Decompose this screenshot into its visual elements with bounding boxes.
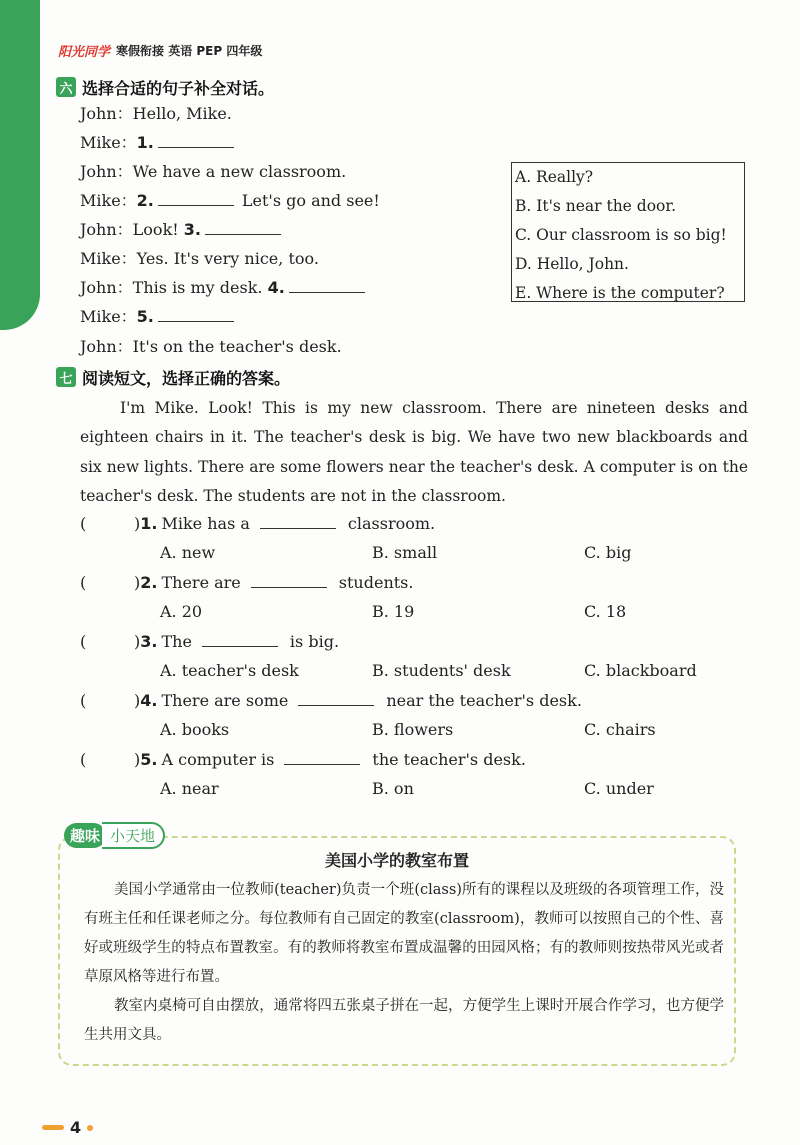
- answer-blank[interactable]: [251, 571, 327, 588]
- question-text: The: [161, 632, 192, 651]
- answer-blank[interactable]: [289, 276, 365, 293]
- speaker: John：: [80, 104, 133, 123]
- dialogue-line: [80, 159, 346, 185]
- section-6-title-text: 选择合适的句子补全对话。: [82, 78, 275, 98]
- blank-number: 1.: [136, 133, 154, 152]
- choice-c[interactable]: C. chairs: [584, 720, 656, 739]
- dialogue-line: [80, 188, 380, 214]
- dialogue-line: [80, 275, 365, 301]
- choice-row: [160, 658, 760, 684]
- speaker: Mike：: [80, 191, 137, 210]
- question-text: There are some: [161, 691, 289, 710]
- question-number: 1.: [140, 514, 158, 533]
- choice-c[interactable]: C. 18: [584, 602, 627, 621]
- choice-row: [160, 776, 760, 802]
- choice-b[interactable]: B. students' desk: [372, 661, 511, 680]
- answer-paren-close: ): [134, 632, 141, 651]
- answer-blank[interactable]: [202, 630, 278, 647]
- dialogue-line: [80, 101, 232, 127]
- blank-number: 4.: [267, 278, 285, 297]
- answer-paren-close: ): [134, 750, 141, 769]
- speaker: Mike：: [80, 249, 137, 268]
- section-6-title: [56, 76, 274, 98]
- answer-blank[interactable]: [284, 748, 360, 765]
- choice-b[interactable]: B. small: [372, 543, 438, 562]
- question-row: [80, 688, 582, 714]
- fun-paragraph-1: 美国小学通常由一位教师(teacher)负责一个班(class)所有的课程以及班级的各项管理工作，没有班主任和任课老师之分。每位教师有自己固定的教室(classroom)，教师可以按照自己的个性、喜好或班级学生的特点布置教室。有的教师将教室布置成温馨的田园风格；有的教师则按热带风光或者草原风格等进行布置。: [84, 882, 724, 985]
- speaker: John：: [80, 162, 133, 181]
- question-text-after: the teacher's desk.: [372, 750, 526, 769]
- question-text: There are: [161, 573, 241, 592]
- option-d: D. Hello, John.: [515, 255, 629, 273]
- answer-blank[interactable]: [298, 689, 374, 706]
- choice-row: [160, 717, 760, 743]
- blank-number: 5.: [136, 307, 154, 326]
- answer-paren-open[interactable]: (: [80, 514, 87, 533]
- dialogue-text: We have a new classroom.: [132, 162, 347, 181]
- dialogue-line: [80, 334, 342, 360]
- question-row: [80, 629, 339, 655]
- option-c: C. Our classroom is so big!: [515, 226, 727, 244]
- page-bar-mark: [42, 1125, 64, 1130]
- question-number: 3.: [140, 632, 158, 651]
- speaker: John：: [80, 220, 133, 239]
- question-row: [80, 511, 435, 537]
- answer-blank[interactable]: [158, 189, 234, 206]
- option-e: E. Where is the computer?: [515, 284, 725, 302]
- dialogue-text: Yes. It's very nice, too.: [136, 249, 319, 268]
- choice-b[interactable]: B. 19: [372, 602, 415, 621]
- fun-title: 美国小学的教室布置: [324, 851, 469, 870]
- section-7-badge: 七: [56, 367, 76, 387]
- choice-b[interactable]: B. flowers: [372, 720, 454, 739]
- fun-label-text: 小天地: [102, 822, 165, 849]
- choice-a[interactable]: A. near: [160, 779, 219, 798]
- answer-blank[interactable]: [205, 218, 281, 235]
- question-text-after: classroom.: [347, 514, 436, 533]
- question-row: [80, 570, 413, 596]
- page-header: [58, 38, 262, 62]
- header-subtitle: 寒假衔接 英语 PEP 四年级: [116, 43, 263, 58]
- answer-blank[interactable]: [158, 305, 234, 322]
- answer-blank[interactable]: [158, 131, 234, 148]
- reading-passage: [80, 394, 748, 511]
- choice-b[interactable]: B. on: [372, 779, 414, 798]
- speaker: John：: [80, 337, 133, 356]
- question-row: [80, 747, 526, 773]
- answer-paren-open[interactable]: (: [80, 632, 87, 651]
- section-6-badge: 六: [56, 77, 76, 97]
- speaker: John：: [80, 278, 133, 297]
- dialogue-line: [80, 246, 319, 272]
- answer-paren-close: ): [134, 573, 141, 592]
- speaker: Mike：: [80, 133, 137, 152]
- question-number: 5.: [140, 750, 158, 769]
- passage-text: I'm Mike. Look! This is my new classroom. There are nineteen desks and eighteen chairs in it. The teacher's desk is big. We have two new blackboards and six new lights. There are some flowers near the teacher's desk. A computer is on the teacher's desk. The students are not in the classroom.: [80, 399, 748, 505]
- dialogue-text: It's on the teacher's desk.: [132, 337, 342, 356]
- choice-a[interactable]: A. teacher's desk: [160, 661, 299, 680]
- dialogue-text: This is my desk.: [132, 278, 268, 297]
- blank-number: 2.: [136, 191, 154, 210]
- dialogue-line: [80, 217, 281, 243]
- options-box: [511, 162, 745, 302]
- choice-a[interactable]: A. 20: [160, 602, 203, 621]
- answer-paren-open[interactable]: (: [80, 573, 87, 592]
- speaker: Mike：: [80, 307, 137, 326]
- fun-text: [84, 876, 724, 1050]
- section-7-title: [56, 366, 290, 388]
- page-number: [42, 1118, 93, 1137]
- page-dot-mark: [87, 1125, 93, 1131]
- choice-a[interactable]: A. new: [160, 543, 216, 562]
- option-a: A. Really?: [515, 168, 594, 186]
- choice-c[interactable]: C. under: [584, 779, 654, 798]
- option-b: B. It's near the door.: [515, 197, 677, 215]
- answer-paren-open[interactable]: (: [80, 750, 87, 769]
- question-number: 4.: [140, 691, 158, 710]
- question-text: A computer is: [161, 750, 275, 769]
- choice-c[interactable]: C. blackboard: [584, 661, 697, 680]
- page-number-text: 4: [70, 1118, 82, 1137]
- question-text-after: students.: [338, 573, 414, 592]
- section-7-title-text: 阅读短文，选择正确的答案。: [82, 368, 291, 388]
- blank-number: 3.: [183, 220, 201, 239]
- answer-paren-close: ): [134, 514, 141, 533]
- choice-row: [160, 599, 760, 625]
- answer-paren-open[interactable]: (: [80, 691, 87, 710]
- choice-a[interactable]: A. books: [160, 720, 230, 739]
- choice-row: [160, 540, 760, 566]
- fun-paragraph-2: 教室内桌椅可自由摆放，通常将四五张桌子拼在一起，方便学生上课时开展合作学习，也方便学生共用文具。: [84, 998, 724, 1043]
- fun-badge: 趣味: [64, 823, 106, 848]
- question-text-after: near the teacher's desk.: [386, 691, 582, 710]
- green-side-tab: [0, 0, 40, 330]
- choice-c[interactable]: C. big: [584, 543, 632, 562]
- question-number: 2.: [140, 573, 158, 592]
- answer-blank[interactable]: [260, 512, 336, 529]
- dialogue-after-text: Let's go and see!: [241, 191, 380, 210]
- question-text-after: is big.: [289, 632, 340, 651]
- fun-corner-label: [64, 820, 165, 850]
- question-text: Mike has a: [161, 514, 250, 533]
- dialogue-text: Look!: [132, 220, 184, 239]
- dialogue-line: [80, 130, 234, 156]
- brand-logo: 阳光同学: [58, 44, 111, 60]
- dialogue-text: Hello, Mike.: [132, 104, 232, 123]
- dialogue-line: [80, 304, 234, 330]
- answer-paren-close: ): [134, 691, 141, 710]
